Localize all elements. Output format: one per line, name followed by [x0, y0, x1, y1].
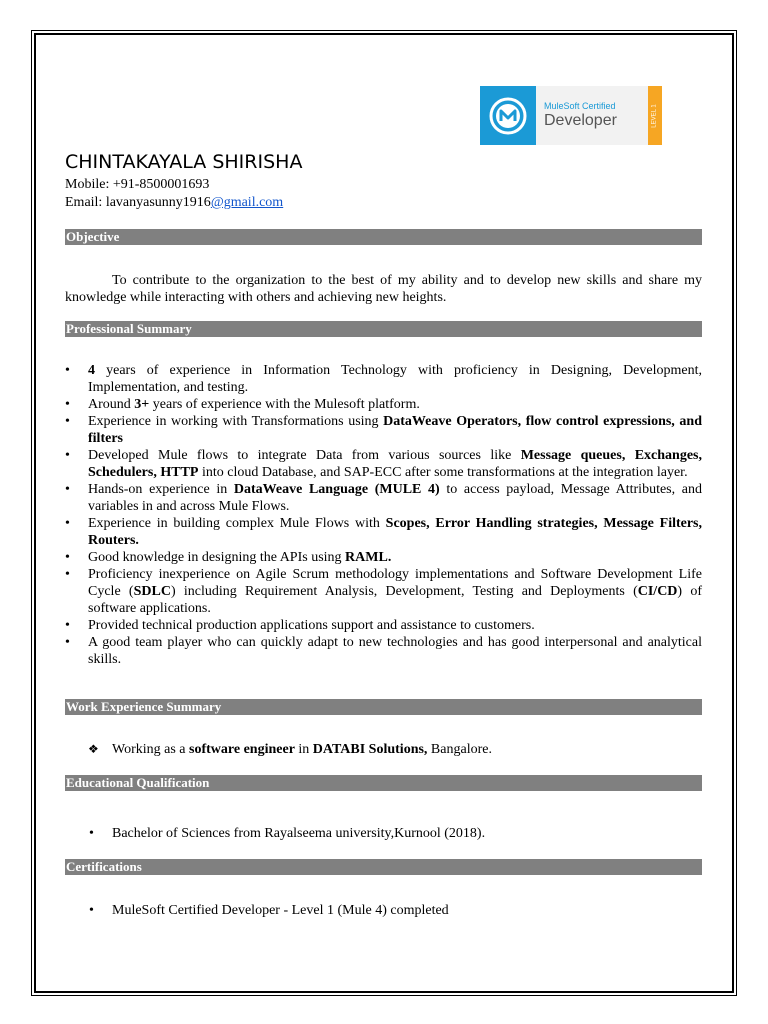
email-link[interactable]: @gmail.com [210, 195, 284, 210]
summary-item: • Experience in building complex Mule Flows with Scopes, Error Handling strategies, Message Filters, Routers. [65, 516, 703, 548]
work-experience-heading: Work Experience Summary [65, 699, 702, 715]
summary-item: • 4 years of experience in Information Technology with proficiency in Designing, Development, Implementation, and testing. [65, 363, 702, 395]
email-label: Email: [65, 195, 103, 210]
badge-level-strip [648, 86, 662, 145]
mobile-label: Mobile: [65, 177, 110, 192]
email-line [65, 195, 283, 211]
education-heading: Educational Qualification [65, 775, 702, 791]
bullet-icon: • [65, 635, 70, 650]
summary-item: • Good knowledge in designing the APIs using RAML. [65, 550, 392, 565]
summary-item: • Hands-on experience in DataWeave Language (MULE 4) to access payload, Message Attributes, and variables in and across Mule Flows. [65, 482, 702, 514]
badge-level-text: LEVEL 1 [652, 103, 658, 128]
bullet-icon: • [65, 397, 70, 412]
professional-summary-heading: Professional Summary [65, 321, 702, 337]
summary-item: • Proficiency inexperience on Agile Scrum methodology implementations and Software Development Life Cycle (SDLC) including Requirement Analysis, Development, Testing and Deployments (CI/CD) of software applications. [65, 567, 702, 616]
bullet-icon: • [65, 618, 70, 633]
summary-item: • Provided technical production applications support and assistance to customers. [65, 618, 535, 633]
objective-heading: Objective [65, 229, 702, 245]
bullet-icon: • [65, 363, 70, 378]
mobile-value: +91-8500001693 [112, 177, 210, 192]
job-role: software engineer [189, 742, 295, 757]
summary-item: • A good team player who can quickly adapt to new technologies and has good interpersonal and analytical skills. [65, 635, 702, 667]
company-name: DATABI Solutions, [312, 742, 428, 757]
bullet-icon: • [89, 903, 94, 918]
work-experience-item: ❖ Working as a software engineer in DATABI Solutions, Bangalore. [88, 742, 492, 757]
mulesoft-logo-icon [480, 86, 536, 145]
certification-item: • MuleSoft Certified Developer - Level 1 (Mule 4) completed [89, 903, 449, 918]
badge-text [536, 86, 648, 145]
summary-item: • Experience in working with Transformations using DataWeave Operators, flow control expressions, and filters [65, 414, 702, 446]
diamond-bullet-icon: ❖ [88, 742, 99, 756]
bullet-icon: • [65, 482, 70, 497]
badge-small-text: MuleSoft Certified [544, 101, 616, 111]
bullet-icon: • [65, 550, 70, 565]
education-item: • Bachelor of Sciences from Rayalseema university,Kurnool (2018). [89, 826, 486, 841]
bullet-icon: • [65, 567, 70, 582]
objective-text: To contribute to the organization to the best of my ability and to develop new skills and share my knowledge while interacting with others and achieving new heights. [65, 273, 702, 305]
mobile-line [65, 177, 209, 193]
bullet-icon: • [65, 448, 70, 463]
badge-big-text: Developer [544, 112, 617, 129]
bullet-icon: • [65, 516, 70, 531]
summary-item: • Around 3+ years of experience with the Mulesoft platform. [65, 397, 420, 412]
certification-badge [480, 86, 662, 145]
certifications-heading: Certifications [65, 859, 702, 875]
candidate-name: CHINTAKAYALA SHIRISHA [65, 151, 303, 173]
summary-item: • Developed Mule flows to integrate Data from various sources like Message queues, Exchanges, Schedulers, HTTP into cloud Database, and SAP-ECC after some transformations at the integration layer. [65, 448, 702, 480]
email-user: lavanyasunny1916 [105, 195, 211, 210]
bullet-icon: • [65, 414, 70, 429]
bullet-icon: • [89, 826, 94, 841]
professional-summary-list [65, 362, 702, 668]
